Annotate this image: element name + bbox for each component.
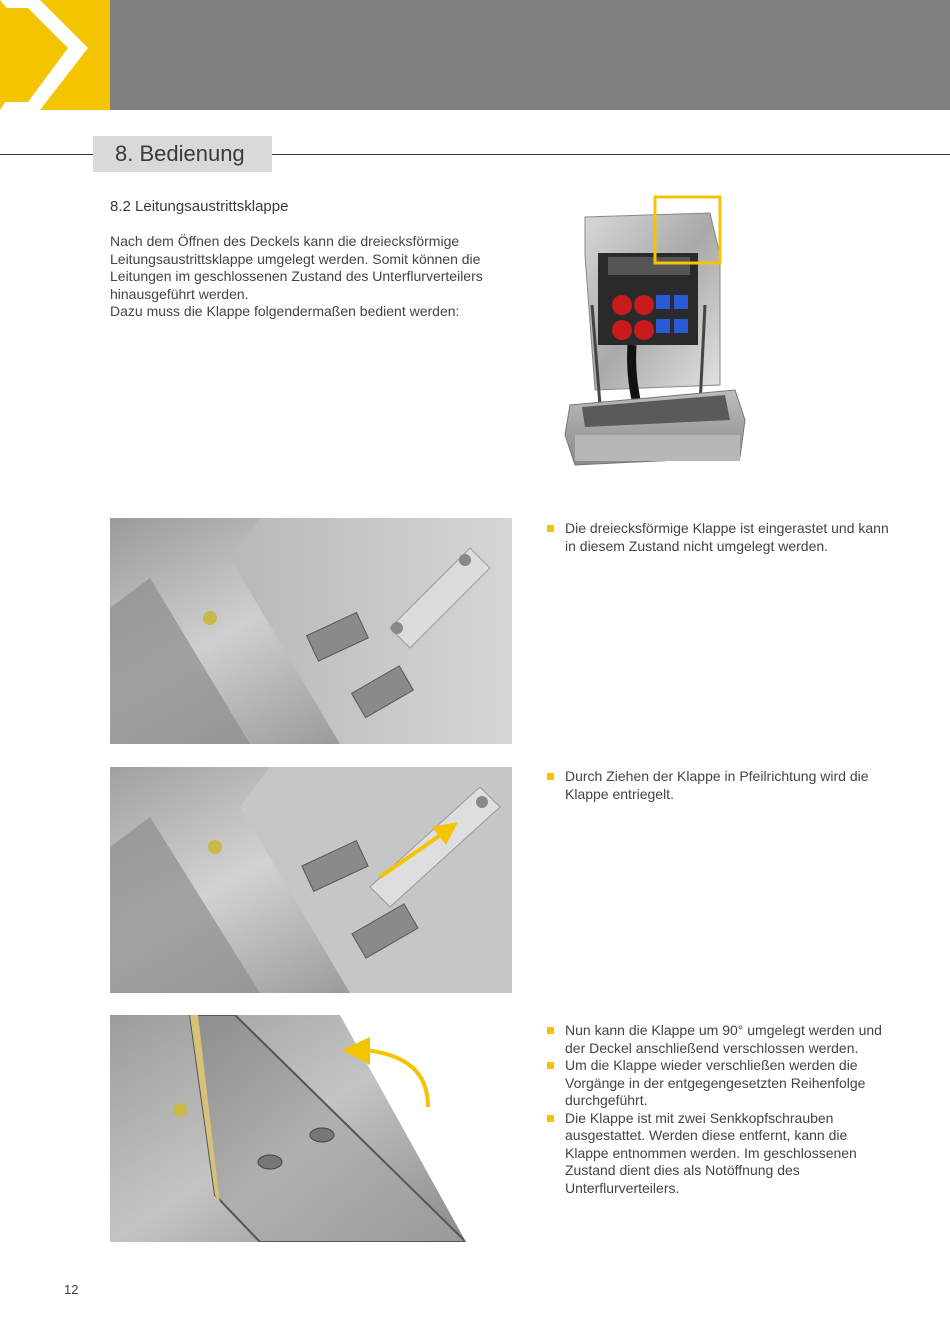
subsection-title: 8.2 Leitungsaustrittsklappe <box>110 198 289 215</box>
distributor-overview-photo <box>560 195 755 475</box>
page-number: 12 <box>64 1282 79 1297</box>
list-item: Die dreiecksförmige Klappe ist eingerastet und kann in diesem Zustand nicht umgelegt werden. <box>547 520 892 555</box>
section-title: 8. Bedienung <box>93 136 272 172</box>
intro-line: Leitungen im geschlossenen Zustand des Unterflurverteilers <box>110 268 483 284</box>
list-item: Durch Ziehen der Klappe in Pfeilrichtung wird die Klappe entriegelt. <box>547 768 892 803</box>
step2-description <box>547 768 892 803</box>
list-item: Die Klappe ist mit zwei Senkkopfschrauben ausgestattet. Werden diese entfernt, kann die Klappe entnommen werden. Im geschlossenen Zustand dient dies als Notöffnung des Unterflurverteilers. <box>547 1110 892 1198</box>
intro-line: Leitungsaustrittsklappe umgelegt werden. Somit können die <box>110 250 481 267</box>
step3-description <box>547 1022 892 1197</box>
intro-text <box>110 233 510 321</box>
chevron-logo-icon <box>0 0 110 110</box>
step3-photo <box>110 1015 466 1242</box>
header-bar <box>110 0 950 110</box>
step1-photo <box>110 518 512 744</box>
intro-line: Dazu muss die Klappe folgendermaßen bedient werden: <box>110 303 460 319</box>
intro-line: Nach dem Öffnen des Deckels kann die dreiecksförmige <box>110 233 460 249</box>
brand-logo <box>0 0 110 110</box>
list-item: Um die Klappe wieder verschließen werden die Vorgänge in der entgegengesetzten Reihenfolge durchgeführt. <box>547 1057 892 1110</box>
list-item: Nun kann die Klappe um 90° umgelegt werden und der Deckel anschließend verschlossen werden. <box>547 1022 892 1057</box>
step1-description <box>547 520 892 555</box>
step2-photo <box>110 767 512 993</box>
intro-line: hinausgeführt werden. <box>110 285 249 302</box>
